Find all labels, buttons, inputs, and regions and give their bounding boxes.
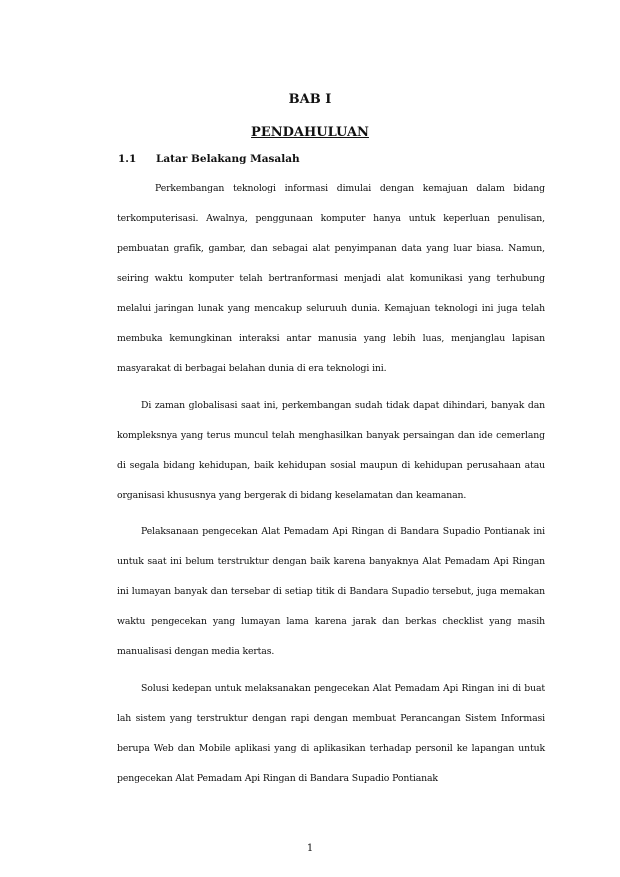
section-title: Latar Belakang Masalah bbox=[156, 153, 300, 165]
paragraph: Perkembangan teknologi informasi dimulai dengan kemajuan dalam bidang terkomputerisasi. Awalnya, penggunaan komputer hanya untuk keperluan penulisan, pembuatan grafik, gambar, dan sebagai alat penyimpanan data yang luar biasa. Namun, seiring waktu komputer telah bertranformasi menjadi alat komunikasi yang terhubung melalui jaringan lunak yang mencakup seluruuh dunia. Kemajuan teknologi ini juga telah membuka kemungkinan interaksi antar manusia yang lebih luas, menjanglau lapisan masyarakat di berbagai belahan dunia di era teknologi ini. bbox=[117, 183, 545, 374]
chapter-number: BAB I bbox=[288, 92, 332, 107]
body-text bbox=[117, 174, 545, 800]
paragraph: Pelaksanaan pengecekan Alat Pemadam Api Ringan di Bandara Supadio Pontianak ini untuk saat ini belum terstruktur dengan baik karena banyaknya Alat Pemadam Api Ringan ini lumayan banyak dan tersebar di setiap titik di Bandara Supadio tersebut, juga memakan waktu pengecekan yang lumayan lama karena jarak dan berkas checklist yang masih manualisasi dengan media kertas. bbox=[117, 526, 545, 657]
section-number: 1.1 bbox=[118, 153, 137, 165]
chapter-title: PENDAHULUAN bbox=[251, 125, 369, 140]
page-number: 1 bbox=[306, 843, 314, 854]
section-heading bbox=[118, 152, 548, 166]
paragraph: Solusi kedepan untuk melaksanakan pengecekan Alat Pemadam Api Ringan ini di buat lah sistem yang terstruktur dengan rapi dengan membuat Perancangan Sistem Informasi berupa Web dan Mobile aplikasi yang di aplikasikan terhadap personil ke lapangan untuk pengecekan Alat Pemadam Api Ringan di Bandara Supadio Pontianak bbox=[117, 682, 545, 784]
paragraph: Di zaman globalisasi saat ini, perkembangan sudah tidak dapat dihindari, banyak dan kompleksnya yang terus muncul telah menghasilkan banyak persaingan dan ide cemerlang di segala bidang kehidupan, baik kehidupan sosial maupun di kehidupan perusahaan atau organisasi khususnya yang bergerak di bidang keselamatan dan keamanan. bbox=[117, 399, 545, 501]
